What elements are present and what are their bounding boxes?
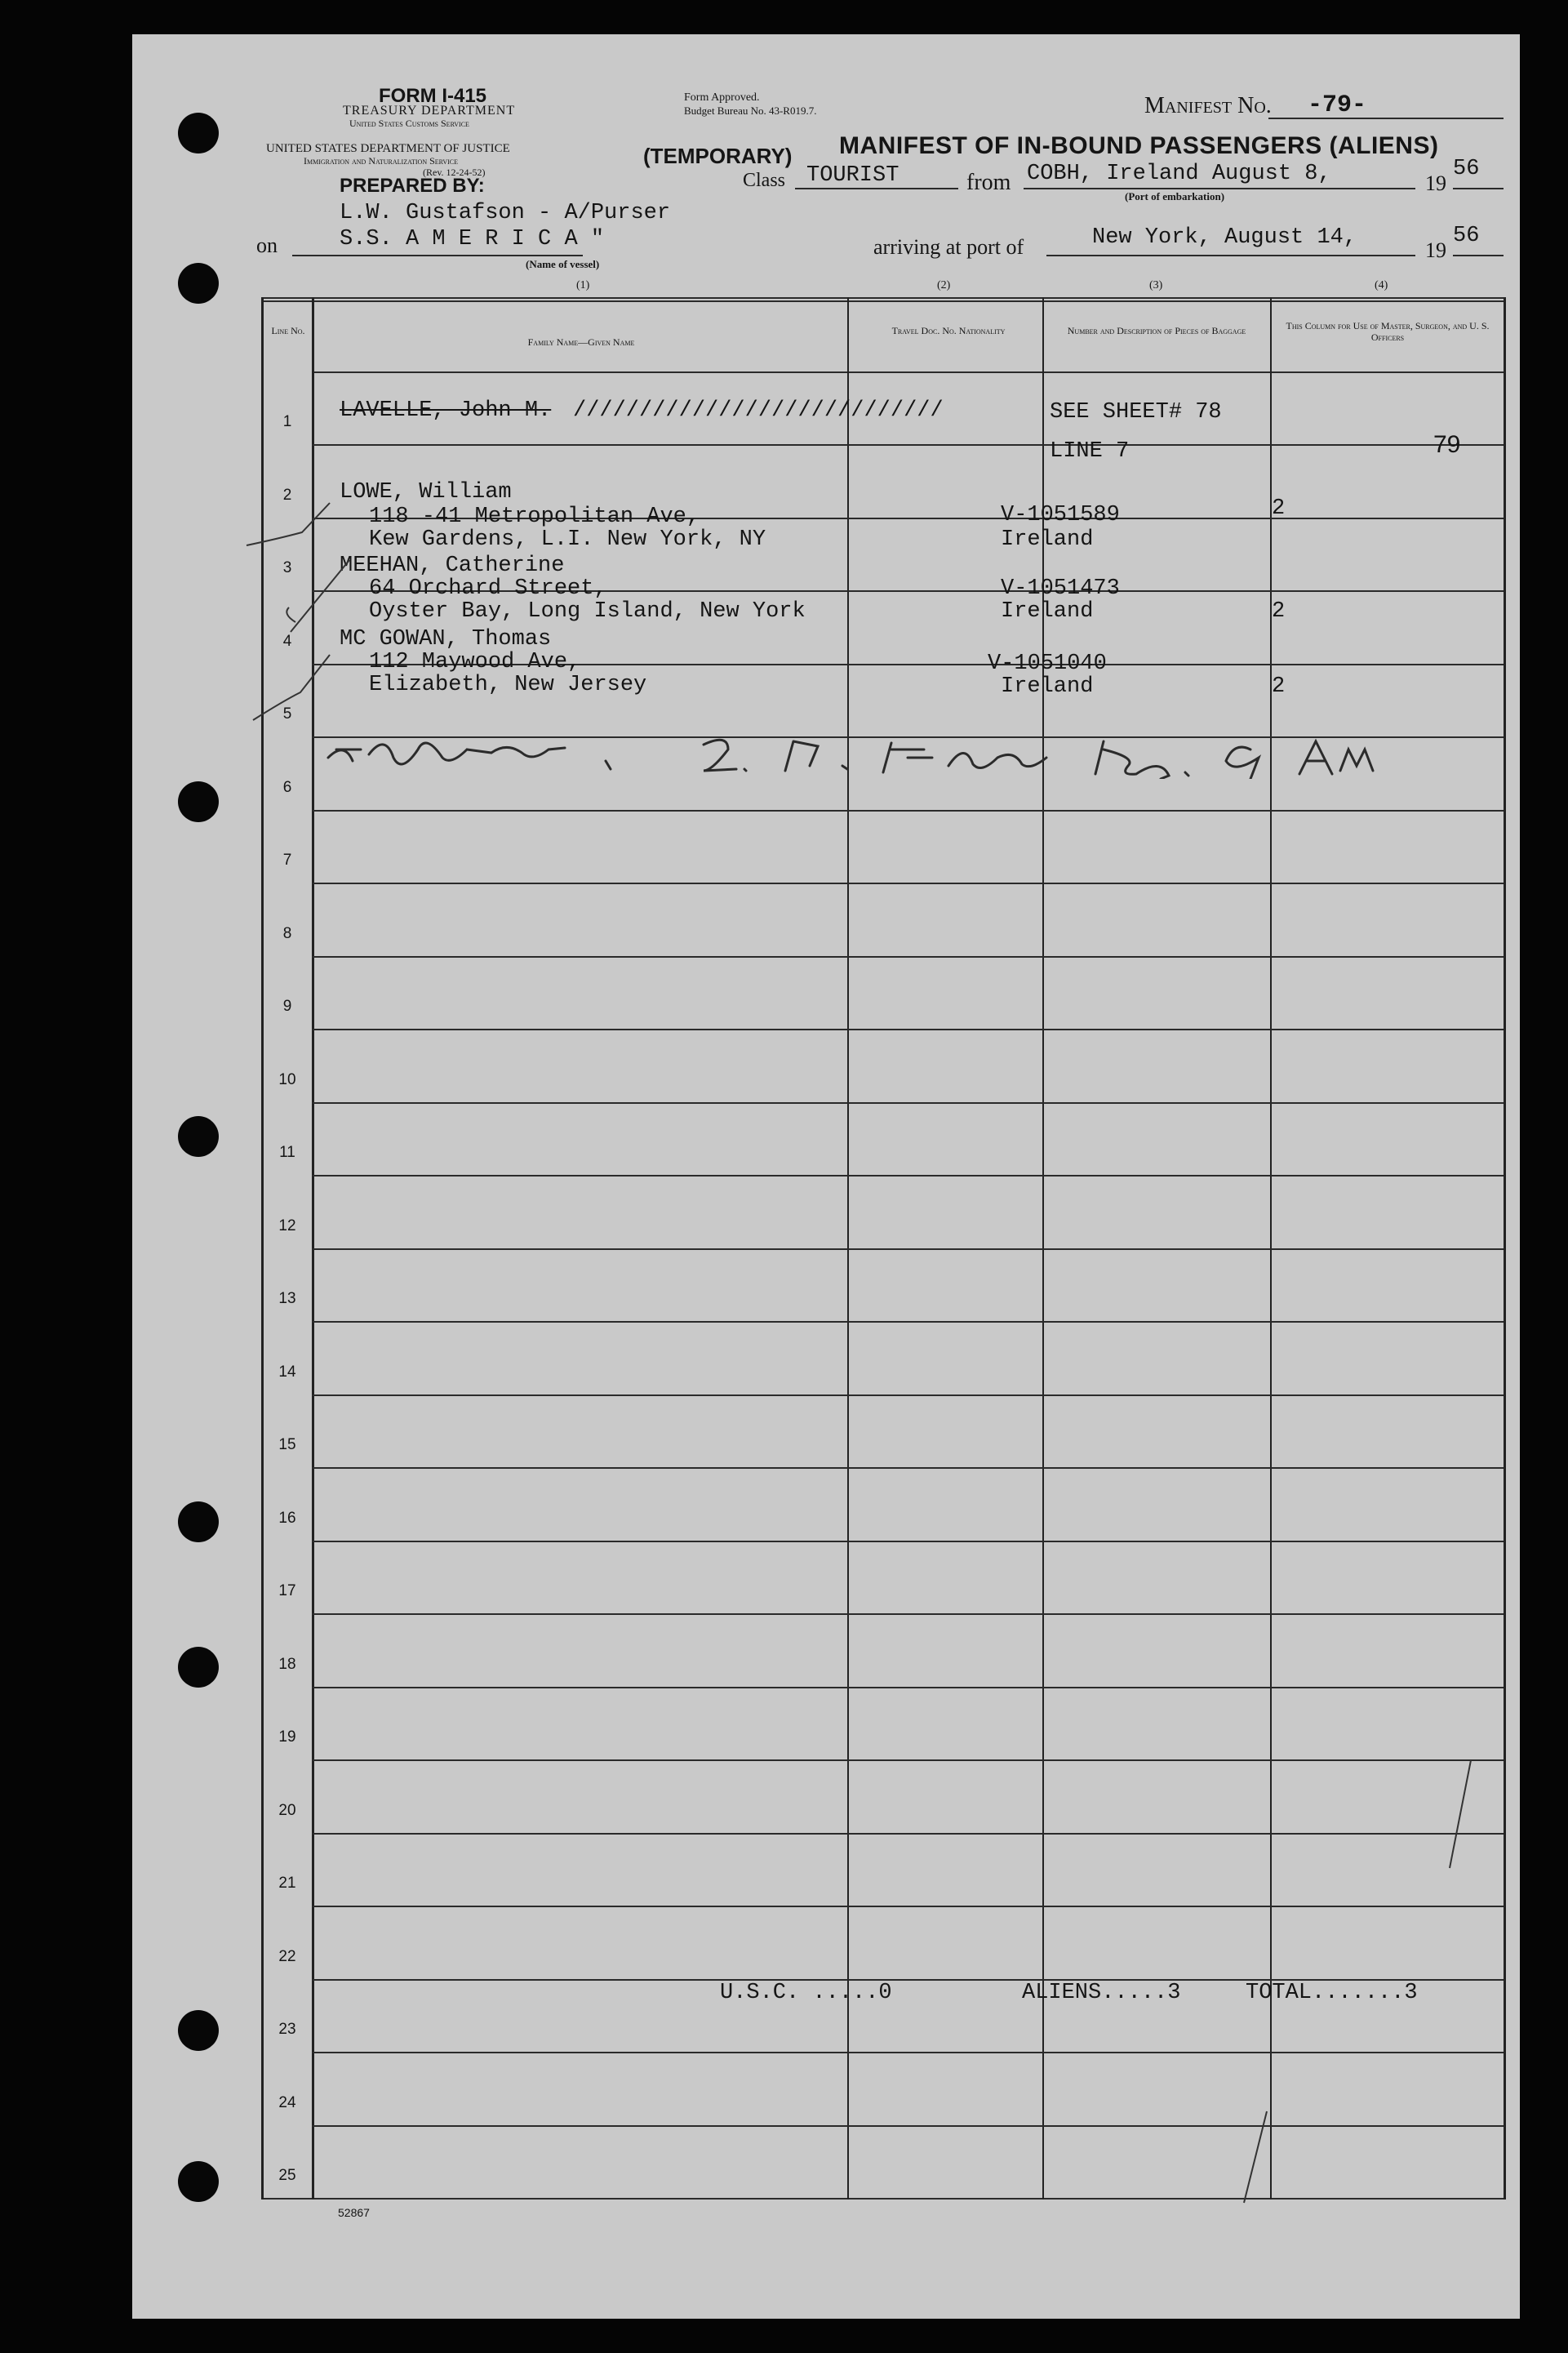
punch-hole <box>178 1501 219 1542</box>
row-line <box>312 1248 1504 1250</box>
row-line <box>312 1833 1504 1835</box>
preparer-name: L.W. Gustafson - A/Purser <box>340 201 671 225</box>
passenger-doc: V-1051473 <box>1001 576 1120 601</box>
line-number: 9 <box>282 998 292 1015</box>
passenger-baggage: 2 <box>1272 599 1286 624</box>
line-number: 7 <box>282 852 292 869</box>
class-label: Class <box>743 170 786 191</box>
line-number: 17 <box>278 1582 296 1599</box>
line-number: 13 <box>278 1290 296 1307</box>
row-line <box>312 2052 1504 2053</box>
passenger-nationality: Ireland <box>1001 527 1094 552</box>
row-line <box>312 444 1504 446</box>
treasury-dept: TREASURY DEPARTMENT <box>343 104 516 118</box>
line-number: 8 <box>282 925 292 942</box>
on-label: on <box>256 234 278 257</box>
footer-code: 52867 <box>338 2206 370 2219</box>
passenger-nationality: Ireland <box>1001 599 1094 624</box>
header-officers: This Column for Use of Master, Surgeon, and U. S. Officers <box>1286 320 1490 343</box>
line-number: 15 <box>278 1436 296 1453</box>
line-number: 18 <box>278 1656 296 1673</box>
doj-label: UNITED STATES DEPARTMENT OF JUSTICE <box>266 142 510 155</box>
from-label: from <box>966 170 1011 195</box>
passenger-name: MEEHAN, Catherine <box>340 554 565 578</box>
col-num-4: (4) <box>1375 279 1388 291</box>
pen-mark-icon <box>1443 1757 1476 1871</box>
row-line <box>312 1321 1504 1323</box>
rev-label: (Rev. 12-24-52) <box>423 167 486 178</box>
passenger-doc: V-1051589 <box>1001 503 1120 527</box>
passenger-address-1: 118 -41 Metropolitan Ave, <box>369 505 700 529</box>
form-number: FORM I-415 <box>379 85 487 107</box>
line-number: 4 <box>282 633 292 650</box>
line-number: 5 <box>282 705 292 723</box>
total-all: TOTAL.......3 <box>1246 1981 1418 2005</box>
passenger-baggage: 2 <box>1272 496 1286 521</box>
punch-hole <box>178 1647 219 1688</box>
punch-hole <box>178 781 219 822</box>
punch-hole <box>178 113 219 153</box>
line-number: 16 <box>278 1510 296 1527</box>
passenger-name: LOWE, William <box>340 480 512 505</box>
passenger-address-2: Elizabeth, New Jersey <box>369 673 647 697</box>
punch-hole <box>178 1116 219 1157</box>
punch-hole <box>178 2161 219 2202</box>
prepared-by-label: PREPARED BY: <box>340 175 485 197</box>
line-number: 10 <box>278 1071 296 1088</box>
manifest-page <box>132 34 1520 2319</box>
row-line <box>312 1102 1504 1104</box>
row1-strike: //////////////////////////// <box>573 398 944 423</box>
manifest-no: -79- <box>1308 91 1367 119</box>
form-approved: Form Approved. <box>684 91 760 104</box>
row1-officer-note: 79 <box>1433 431 1461 458</box>
punch-hole <box>178 263 219 304</box>
row-line <box>312 1687 1504 1688</box>
col-num-2: (2) <box>937 279 951 291</box>
row-line <box>312 810 1504 812</box>
passenger-address-2: Kew Gardens, L.I. New York, NY <box>369 527 766 552</box>
line-number: 11 <box>279 1144 295 1161</box>
line-number: 23 <box>278 2021 296 2038</box>
from-value: COBH, Ireland August 8, <box>1027 162 1331 186</box>
line-number: 1 <box>282 413 292 430</box>
line-number: 19 <box>278 1728 296 1746</box>
manifest-no-label: Manifest No. <box>1144 93 1272 118</box>
line-number: 24 <box>278 2094 296 2111</box>
pen-mark-icon <box>1239 2108 1272 2206</box>
total-aliens: ALIENS.....3 <box>1022 1981 1181 2005</box>
check-mark-icon <box>245 500 335 549</box>
row1-name: LAVELLE, John M. <box>340 398 552 423</box>
passenger-address-1: 64 Orchard Street, <box>369 576 607 601</box>
class-value: TOURIST <box>806 163 899 188</box>
check-mark-icon <box>251 652 333 725</box>
arriving-label: arriving at port of <box>873 235 1024 259</box>
punch-hole <box>178 2010 219 2051</box>
passenger-name: MC GOWAN, Thomas <box>340 627 552 652</box>
row1-baggage-ref: SEE SHEET# 78 <box>1050 400 1222 425</box>
arrival-year-prefix: 19 <box>1425 238 1446 262</box>
passenger-address-1: 112 Maywood Ave, <box>369 650 581 674</box>
ins-label: Immigration and Naturalization Service <box>304 155 459 167</box>
arrival-year: 56 <box>1453 224 1480 248</box>
header-travel-doc: Travel Doc. No. Nationality <box>891 325 1006 336</box>
passenger-address-2: Oyster Bay, Long Island, New York <box>369 599 806 624</box>
total-usc: U.S.C. .....0 <box>720 1981 892 2005</box>
from-year: 56 <box>1453 157 1480 181</box>
line-number: 21 <box>278 1875 296 1892</box>
line-number: 12 <box>278 1217 296 1234</box>
check-mark-icon <box>279 557 353 638</box>
vessel-name: S.S. A M E R I C A " <box>340 227 605 251</box>
row-line <box>312 1175 1504 1176</box>
row-line <box>312 1906 1504 1907</box>
row-line <box>312 1541 1504 1542</box>
temporary-label: (TEMPORARY) <box>643 144 793 168</box>
row-line <box>312 1029 1504 1030</box>
col-num-1: (1) <box>576 279 590 291</box>
port-embarkation-label: (Port of embarkation) <box>1125 190 1225 202</box>
line-number: 2 <box>282 487 292 504</box>
row-line <box>312 1613 1504 1615</box>
row-line <box>312 1759 1504 1761</box>
line-number: 6 <box>282 779 292 796</box>
manifest-title: MANIFEST OF IN-BOUND PASSENGERS (ALIENS) <box>839 132 1439 159</box>
line-number: 20 <box>278 1802 296 1819</box>
handwritten-annotation <box>320 725 1495 779</box>
passenger-baggage: 2 <box>1272 674 1286 699</box>
row-line <box>312 956 1504 958</box>
row-line <box>312 1394 1504 1396</box>
from-year-prefix: 19 <box>1425 171 1446 195</box>
arrival-value: New York, August 14, <box>1092 225 1357 250</box>
row-line <box>312 1467 1504 1469</box>
header-line-no: Line No. <box>271 325 305 336</box>
budget-bureau: Budget Bureau No. 43-R019.7. <box>684 105 817 117</box>
customs-service: United States Customs Service <box>349 118 469 129</box>
passenger-nationality: Ireland <box>1001 674 1094 699</box>
line-number: 3 <box>282 559 292 576</box>
line-number: 22 <box>278 1948 296 1965</box>
row-line <box>312 883 1504 884</box>
row1-baggage-line: LINE 7 <box>1050 439 1130 464</box>
vessel-label: (Name of vessel) <box>526 258 600 270</box>
col-num-3: (3) <box>1149 279 1163 291</box>
header-name: Family Name—Given Name <box>527 336 635 348</box>
passenger-doc: V-1051040 <box>988 652 1107 676</box>
header-baggage: Number and Description of Pieces of Baggage <box>1067 325 1246 336</box>
line-number: 25 <box>278 2167 296 2184</box>
row-line <box>312 2125 1504 2127</box>
line-number: 14 <box>278 1363 296 1381</box>
